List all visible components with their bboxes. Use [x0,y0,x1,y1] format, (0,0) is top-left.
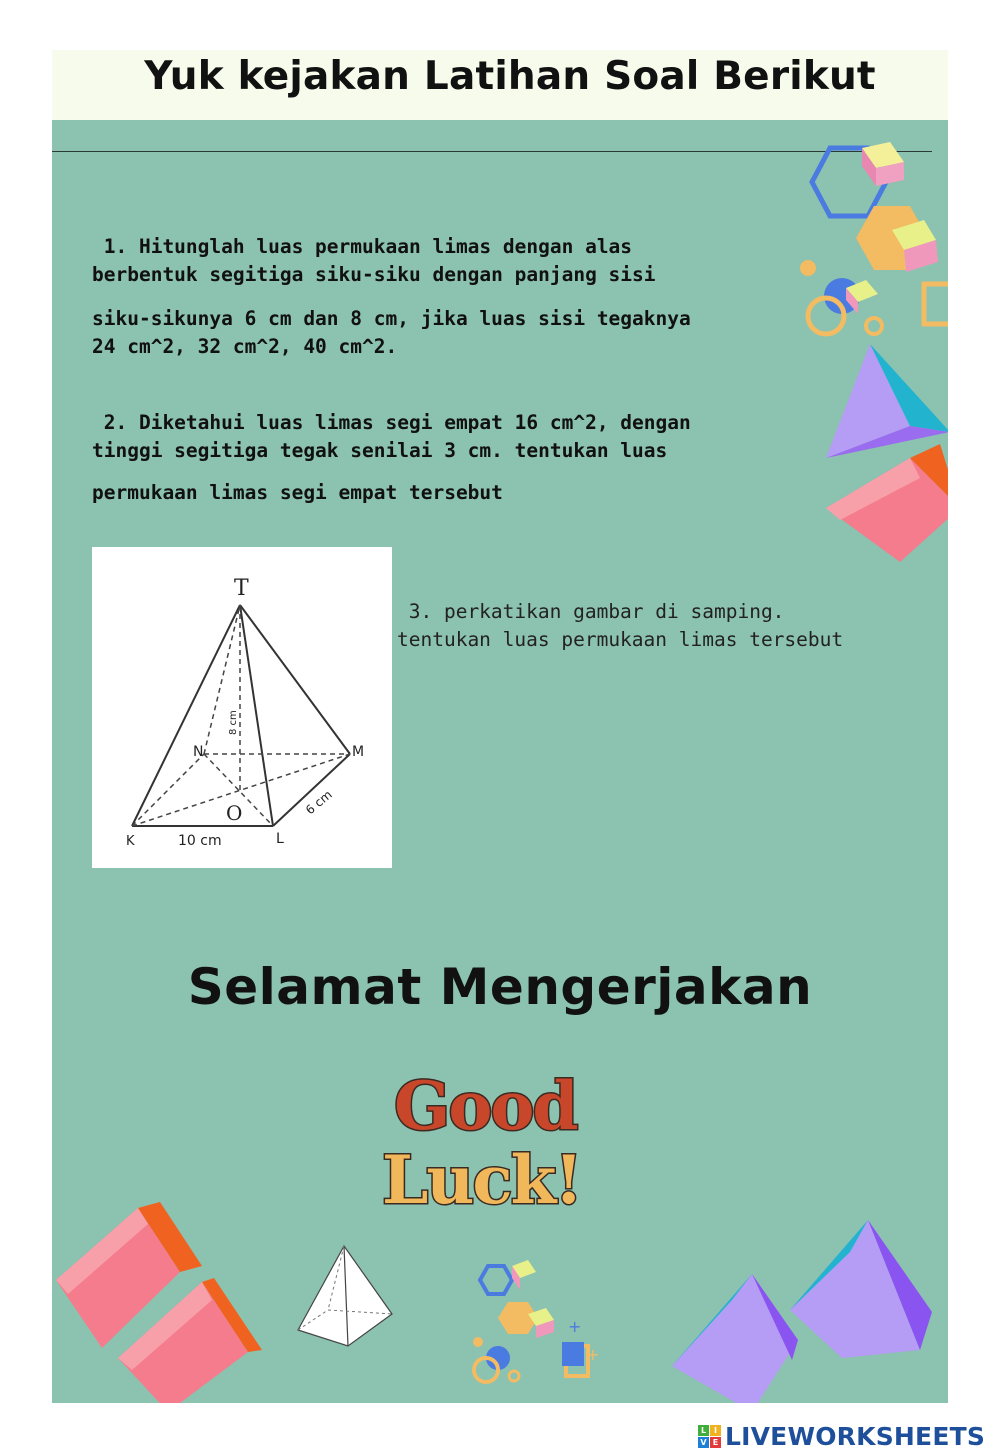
question-2-line-3: permukaan limas segi empat tersebut [92,481,503,504]
logo-letter-i: I [710,1425,721,1436]
luck-text: Luck! [382,1141,582,1215]
question-1-line-1: 1. Hitunglah luas permukaan limas dengan alas [92,235,633,258]
liveworksheets-logo-icon [698,1425,721,1448]
dimension-side: 6 cm [302,787,335,818]
brand-name: LIVEWORKSHEETS [725,1421,986,1451]
label-l: L [276,831,284,847]
dimension-height: 8 cm [228,710,239,735]
liveworksheets-brand [698,1420,985,1452]
logo-letter-v: V [698,1437,709,1448]
question-2-line-1: 2. Diketahui luas limas segi empat 16 cm^2, dengan [92,411,691,434]
good-text: Good [394,1067,577,1145]
label-o: O [226,801,243,825]
good-luck-sticker [372,1065,612,1215]
page-title: Yuk kejakan Latihan Soal Berikut [144,54,876,99]
decorative-shapes-bottom [52,1200,948,1403]
svg-text:+: + [586,1345,600,1364]
question-1-line-2: berbentuk segitiga siku-siku dengan panjang sisi [92,263,656,286]
pyramid-diagram [92,547,392,868]
purple-pyramid-icon [672,1274,798,1403]
question-3-line-1: 3. perkatikan gambar di samping. [397,600,785,623]
decorative-shapes-top-right [800,138,948,578]
logo-letter-e: E [710,1437,721,1448]
label-k: K [126,834,135,849]
title-bar [52,50,948,120]
label-t: T [234,576,249,601]
svg-text:+: + [568,1317,582,1336]
pyramid-figure [92,547,392,868]
label-m: M [352,744,365,760]
dimension-base: 10 cm [178,833,222,849]
worksheet-page [52,50,948,1403]
question-3-line-2: tentukan luas permukaan limas tersebut [397,628,844,651]
question-1-line-4: 24 cm^2, 32 cm^2, 40 cm^2. [92,335,398,358]
question-1-line-3: siku-sikunya 6 cm dan 8 cm, jika luas sisi tegaknya [92,307,691,330]
question-2-line-2: tinggi segitiga tegak senilai 3 cm. tentukan luas [92,439,668,462]
logo-letter-l: L [698,1425,709,1436]
label-n: N [193,744,204,760]
closing-message: Selamat Mengerjakan [187,958,813,1016]
